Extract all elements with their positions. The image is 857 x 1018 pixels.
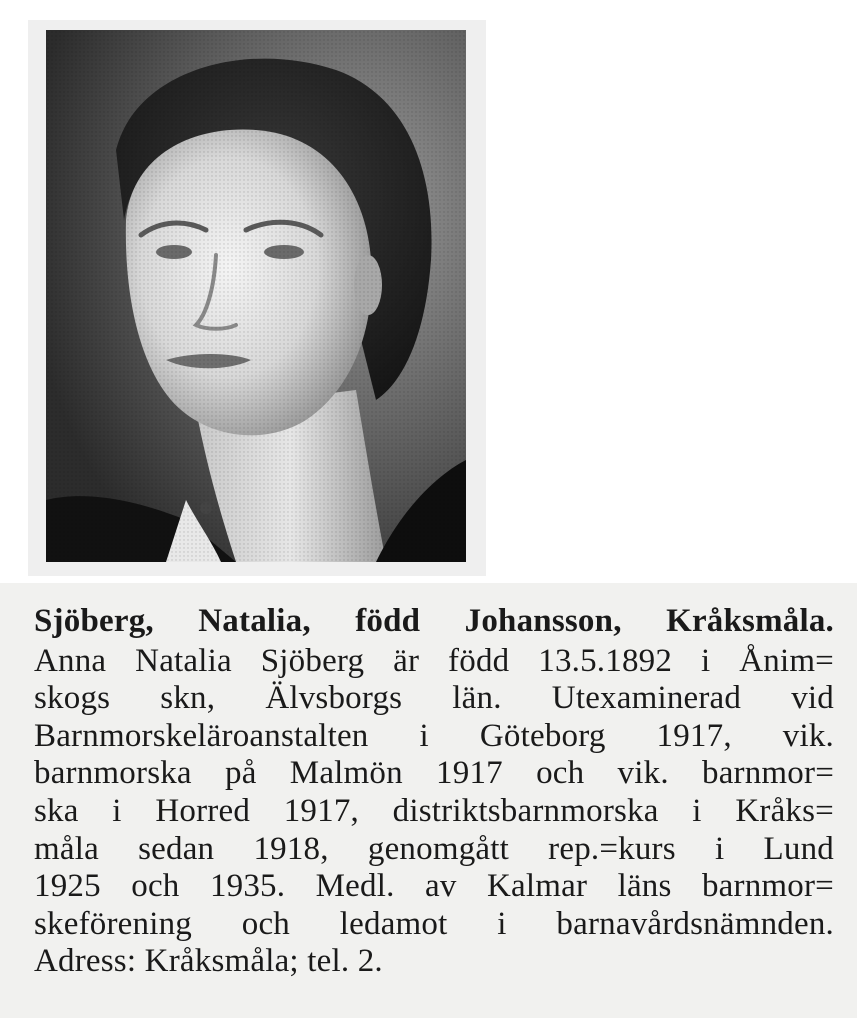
entry-line: Anna Natalia Sjöberg är född 13.5.1892 i Ånim= bbox=[34, 642, 834, 679]
biography-entry bbox=[34, 603, 834, 981]
entry-line: 1925 och 1935. Medl. av Kalmar läns barnmor= bbox=[34, 868, 834, 905]
portrait-illustration bbox=[46, 30, 466, 562]
entry-heading: Sjöberg, Natalia, född Johansson, Kråksmåla. bbox=[34, 603, 834, 639]
entry-line: barnmorska på Malmön 1917 och vik. barnmor= bbox=[34, 755, 834, 792]
entry-line-address: Adress: Kråksmåla; tel. 2. bbox=[34, 943, 383, 980]
entry-line: skogs skn, Älvsborgs län. Utexaminerad vid bbox=[34, 680, 834, 717]
entry-line: ska i Horred 1917, distriktsbarnmorska i Kråks= bbox=[34, 792, 834, 829]
entry-line: måla sedan 1918, genomgått rep.=kurs i Lund bbox=[34, 830, 834, 867]
portrait-photo bbox=[46, 30, 466, 562]
entry-line: skeförening och ledamot i barnavårdsnämnden. bbox=[34, 905, 834, 942]
entry-line: Barnmorskeläroanstalten i Göteborg 1917, vik. bbox=[34, 717, 834, 754]
